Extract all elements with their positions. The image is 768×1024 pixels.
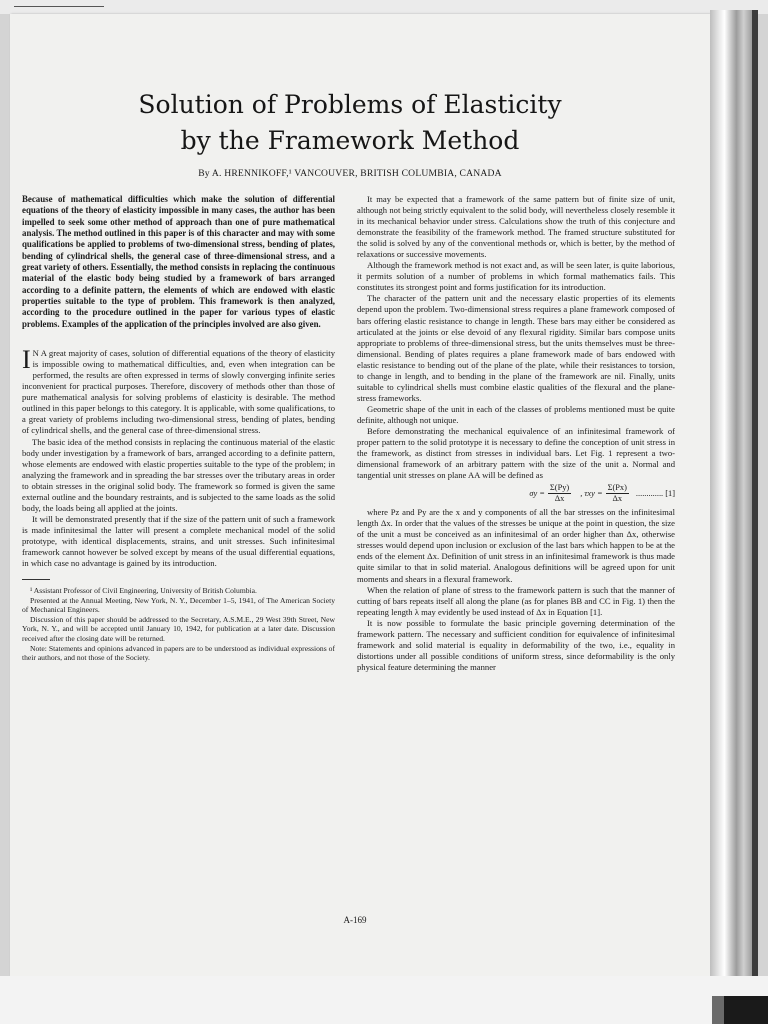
right-column: [357, 194, 675, 673]
left-column: [22, 194, 335, 663]
scan-bottom-band: [0, 976, 768, 1024]
footnote: ¹ Assistant Professor of Civil Engineering, University of British Columbia.: [30, 586, 257, 596]
body-paragraph: It will be demonstrated presently that if the size of the pattern unit of such a framework is made infinitesimal the latter will present a complete mechanical model of the solid prototype, with identical displacements, strains, and unit stresses. Such infinitesimal framework cannot however be solved except by means of the usual differential equations, in which case no advantage is gained by its introduction.: [22, 513, 335, 569]
body-paragraph: where Pz and Py are the x and y components of all the bar stresses on the infinitesimal length Δx. In order that the values of the stresses be unique at the point in question, the size of the unit a must be conceived as an infinitesimal of an order higher than Δx, otherwise stresses would depend upon inclusion or exclusion of the last bars which happen to be at the ends of the element Δx. Definition of unit stress in an infinitesimal framework is thus made quite similar to that in solid material. Analogous definitions will be agreed upon for unit moments and shears in a flexural framework.: [357, 507, 675, 584]
eq-lhs-sigma: σy =: [529, 489, 545, 499]
body-paragraph: Although the framework method is not exact and, as will be seen later, is quite laborious, it permits solution of a number of problems in which formal mathematics fails. This constitutes its strongest point and forms justification for its introduction.: [357, 260, 675, 293]
abstract: Because of mathematical difficulties which make the solution of differential equations of the theory of elasticity impossible in many cases, the author has been impelled to seek some other method of approach than one of pure mathematical analysis. The method outlined in this paper is of this character and may with some qualifications be applied to problems of two-dimensional stress, bending of plates, bending of cylindrical shells, the general case of three-dimensional stress, and a great variety of others. Essentially, the method consists in replacing the continuous material of the elastic body being studied by a framework of bars arranged according to a definite pattern, the elements of which are endowed with elastic properties suitable to the type of problem. This framework is then analyzed, according to the procedure outlined in the paper for various types of elastic problems. Examples of the application of the principles involved are also given.: [22, 194, 335, 329]
author-byline: By A. HRENNIKOFF,¹ VANCOUVER, BRITISH COLUMBIA, CANADA: [198, 168, 502, 179]
eq-numerator: Σ(Px): [607, 483, 627, 493]
body-paragraph: It may be expected that a framework of the same pattern but of finite size of unit, although not being strictly equivalent to the solid body, will nevertheless closely resemble it in its mechanical behavior under stress. Calculations show the truth of this conjecture and demonstrate the feasibility of the framework method. The framed structure substituted for the solid is solved by any of the conventional methods or, which is better, by the method of relaxations or successive movements.: [357, 194, 675, 260]
eq-denominator: Δx: [554, 494, 565, 504]
paper-title-line-1: Solution of Problems of Elasticity: [138, 90, 562, 119]
scan-top-rule: [14, 6, 104, 7]
body-paragraph: The basic idea of the method consists in replacing the continuous material of the elastic body under investigation by a framework of bars, arranged according to a definite pattern, whose elements are endowed with elastic properties suitable to the type of the problem; in analyzing the framework and in spreading the bar stresses over the tributary areas in order to obtain stresses in the original solid body. The framework so formed is given the same external outline and the boundary restraints, and is subjected to the same loads as the solid body, the loads being all applied at the joints.: [22, 436, 335, 513]
footnote: Discussion of this paper should be addressed to the Secretary, A.S.M.E., 29 West 39th Street, New York, N. Y., and will be accepted until January 10, 1942, for publication at a later date. Discussion received after the closing date will be returned.: [22, 614, 335, 644]
intro-paragraph: I N A great majority of cases, solution of differential equations of the theory of elasticity is impossible owing to mathematical difficulties, and, even when integration can be performed, the results are often expressed in terms of slowly converging infinite series inconvenient for practical purposes. Therefore, discovery of methods other than those of pure mathematical analysis for solving problems of elasticity is desirable. The method outlined in this paper belongs to this category. It is applicable, with some qualifications, to a great variety of problems including two-dimensional stress, bending of plates, bending of cylindrical shells, and the general case of three-dimensional stress.: [22, 345, 335, 436]
scan-corner-mark-light: [712, 996, 724, 1024]
footnote: Presented at the Annual Meeting, New York, N. Y., December 1–5, 1941, of The American Society of Mechanical Engineers.: [22, 595, 335, 615]
body-paragraph: The character of the pattern unit and the necessary elastic properties of its elements depend upon the problem. Two-dimensional stress requires a plane framework composed of bars offering elastic resistance to change in length. These bars may either be considered as articulated at the joints or else devoid of any flexural rigidity. Similar bars compose units appropriate to problems of three-dimensional stress, but the units themselves must be three-dimensional. Bending of plates requires a plane framework made of bars endowed with elastic resistance to bending out of the plane of the plate, while their resistances to torsion, to change in length, and to bending in the plane of the framework are nil. Finally, units suitable to cylindrical shells must combine elastic qualities of the flexural and the plane-stress frameworks.: [357, 293, 675, 403]
drop-cap: I: [22, 345, 31, 375]
eq-lhs-tau: , τxy =: [580, 489, 603, 499]
equation-number: ............. [1]: [635, 489, 675, 499]
paper-title-line-2: by the Framework Method: [180, 126, 520, 155]
eq-denominator: Δx: [612, 494, 623, 504]
footnote: Note: Statements and opinions advanced in papers are to be understood as individual expressions of their authors, and not those of the Society.: [22, 643, 335, 663]
eq-numerator: Σ(Py): [549, 483, 570, 493]
footnotes: [22, 586, 335, 663]
footnote-rule: [22, 579, 50, 580]
equation-1: [357, 483, 675, 504]
body-paragraph: Geometric shape of the unit in each of the classes of problems mentioned must be quite definite, although not unique.: [357, 403, 675, 425]
body-paragraph: Before demonstrating the mechanical equivalence of an infinitesimal framework of proper pattern to the solid prototype it is necessary to define the conception of unit stress in the framework, as distinct from stresses in individual bars. Let Fig. 1 represent a two-dimensional framework of an arbitrary pattern with the size of the unit a. Normal and tangential unit stresses on plane AA will be defined as: [357, 425, 675, 481]
book-spine: [710, 10, 758, 976]
page-number: A-169: [343, 915, 367, 925]
book-spine-edge: [752, 10, 758, 976]
scan-top-band: [0, 0, 768, 14]
body-paragraph: When the relation of plane of stress to the framework pattern is such that the manner of cutting of bars repeats itself all along the plane (as for planes BB and CC in Fig. 1) then the repeating length λ may evidently be used instead of Δx in Equation [1].: [357, 584, 675, 617]
body-paragraph: It is now possible to formulate the basic principle governing determination of the framework pattern. The necessary and sufficient condition for equivalence of infinitesimal framework and solid material is equality in deformability of the two, i.e., equality in distortions under all possible conditions of uniform stress, since deformability is the only physical feature determining the manner: [357, 617, 675, 672]
